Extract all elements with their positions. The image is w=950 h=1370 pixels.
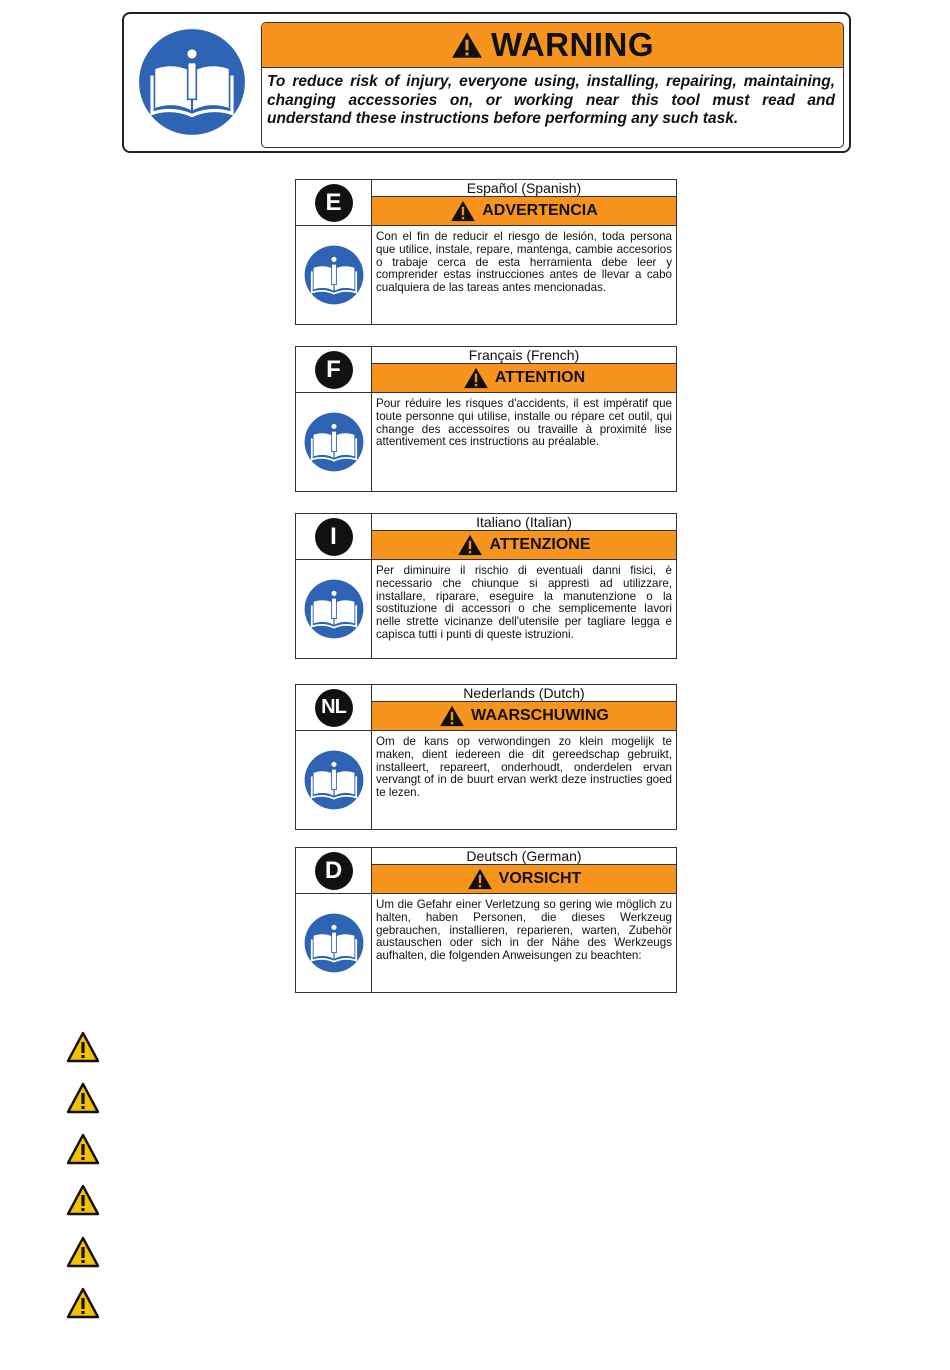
- warning-triangle-icon: [66, 1031, 100, 1063]
- lang-warning-title: ADVERTENCIA: [482, 202, 598, 219]
- manual-info-icon: [304, 913, 364, 973]
- manual-info-icon: [304, 750, 364, 810]
- warning-triangle-icon: [457, 534, 483, 556]
- lang-warning-header: [372, 364, 676, 393]
- lang-warning-header: [372, 531, 676, 560]
- lang-name: Italiano (Italian): [372, 514, 676, 531]
- lang-warning-title: ATTENTION: [494, 369, 586, 386]
- main-warning-title: WARNING: [491, 26, 654, 63]
- lang-name: Español (Spanish): [372, 180, 676, 197]
- lang-warning-header: [372, 702, 676, 731]
- lang-code-badge: NL: [315, 689, 353, 727]
- lang-warning-title: ATTENZIONE: [489, 536, 591, 553]
- manual-info-icon: [304, 245, 364, 305]
- manual-info-icon: [138, 28, 246, 136]
- warning-triangle-icon: [66, 1133, 100, 1165]
- warning-triangle-icon: [439, 705, 465, 727]
- lang-warning-text: Um die Gefahr einer Verletzung so gering wie möglich zu halten, haben Personen, die dieses Werkzeug gebrauchen, installieren, reparieren, warten, Zubehör austauschen oder sich in der Nähe des Werkzeugs aufhalten, die folgenden Anweisungen zu beachten:: [376, 898, 672, 963]
- warning-triangle-icon: [463, 367, 489, 389]
- main-warning-box: [122, 12, 851, 153]
- warning-triangle-icon: [450, 200, 476, 222]
- main-warning-panel: [261, 22, 844, 148]
- lang-warning-text: Pour réduire les risques d'accidents, il est impératif que toute personne qui utilise, installe ou répare cet outil, qui change des accessoires ou travaille à proximité lise attentivement ces instructions au préalable.: [376, 397, 672, 449]
- lang-code-badge: I: [315, 518, 353, 556]
- warning-triangle-icon: [66, 1184, 100, 1216]
- lang-code-badge: D: [315, 852, 353, 890]
- lang-warning-text: Om de kans op verwondingen zo klein mogelijk te maken, dient iedereen die dit gereedschap gebruikt, installeert, repareert, onderhoudt, onderdelen ervan vervangt of in de buurt ervan werkt deze instructies goed te lezen.: [376, 735, 672, 800]
- lang-code-badge: E: [315, 184, 353, 222]
- main-warning-header: [262, 23, 843, 68]
- lang-name: Français (French): [372, 347, 676, 364]
- lang-warning-text: Per diminuire il rischio di eventuali danni fisici, è necessario che chiunque si appresti ad utilizzare, installare, riparare, eseguire la manutenzione o la sostituzione di accessori o che semplicemente lavori nelle strette vicinanze dell'utensile per tagliare legga e capisca tutti i punti di queste istruzioni.: [376, 564, 672, 641]
- warning-triangle-icon: [66, 1236, 100, 1268]
- manual-info-icon: [304, 412, 364, 472]
- lang-box-german: [295, 847, 677, 993]
- lang-warning-title: WAARSCHUWING: [471, 707, 609, 724]
- main-warning-text: To reduce risk of injury, everyone using, installing, repairing, maintaining, changing accessories on, or working near this tool must read and understand these instructions before performing any such task.: [267, 73, 835, 127]
- warning-triangle-icon: [66, 1082, 100, 1114]
- lang-warning-header: [372, 865, 676, 894]
- warning-triangle-icon: [451, 30, 483, 60]
- lang-box-italian: [295, 513, 677, 659]
- lang-warning-text: Con el fin de reducir el riesgo de lesión, toda persona que utilice, instale, repare, mantenga, cambie accesorios o trabaje cerca de esta herramienta debe leer y comprender estas instrucciones antes de llevar a cabo cualquiera de las tareas antes mencionadas.: [376, 230, 672, 295]
- lang-warning-header: [372, 197, 676, 226]
- warning-triangle-icon: [66, 1287, 100, 1319]
- lang-name: Deutsch (German): [372, 848, 676, 865]
- lang-box-spanish: [295, 179, 677, 325]
- manual-info-icon: [304, 579, 364, 639]
- lang-code-badge: F: [315, 351, 353, 389]
- lang-box-dutch: [295, 684, 677, 830]
- warning-triangle-icon: [467, 868, 493, 890]
- lang-name: Nederlands (Dutch): [372, 685, 676, 702]
- lang-box-french: [295, 346, 677, 492]
- lang-warning-title: VORSICHT: [498, 870, 582, 887]
